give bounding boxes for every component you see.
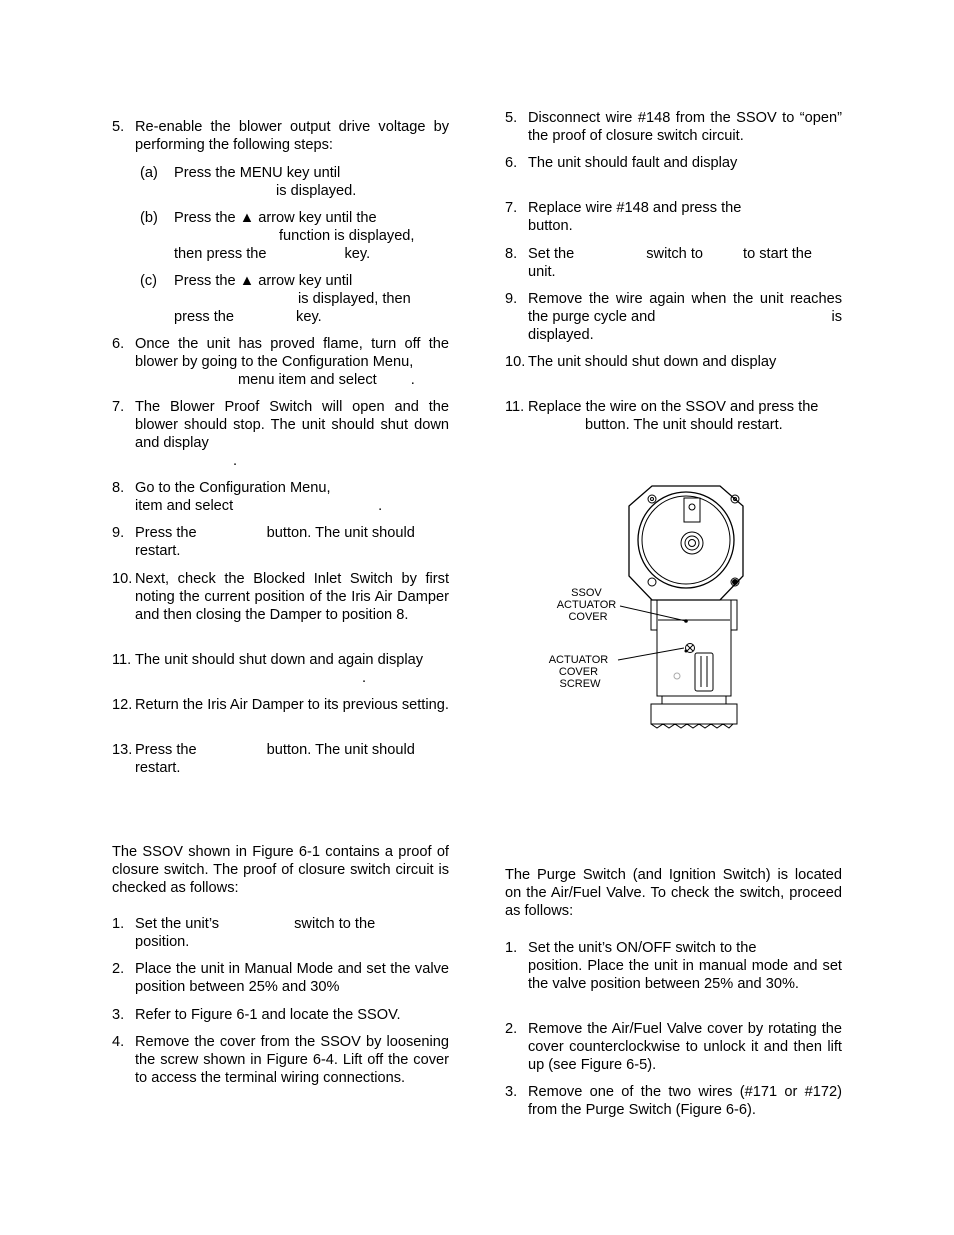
step-13 — [112, 741, 449, 777]
step-text-cont: position. — [135, 934, 190, 951]
step-text: Set the unit’s ON/OFF switch to the — [528, 940, 757, 956]
ssov-step-3 — [112, 1006, 449, 1024]
step-text-part: Press the — [135, 742, 197, 758]
substep-text-cont: function is displayed, — [279, 228, 415, 245]
step-text: Once the unit has proved flame, turn off the blower by going to the Configuration Menu, — [135, 336, 449, 371]
step-text-cont — [238, 371, 449, 389]
step-text: Replace wire #148 and press the — [528, 200, 742, 216]
step-number: 2. — [505, 1021, 518, 1037]
step-text-cont: unit. — [528, 264, 556, 281]
step-number: 12. — [112, 697, 133, 713]
step-text-cont: displayed. — [528, 327, 594, 344]
step-number: 1. — [112, 916, 125, 932]
purge-step-1 — [505, 939, 842, 993]
step-text-part: Set the — [528, 246, 575, 262]
step-text — [135, 741, 449, 759]
substep-number: (b) — [140, 210, 158, 226]
ssov-actuator-figure — [540, 484, 770, 734]
step-r11 — [505, 398, 842, 434]
step-text-part: is — [831, 309, 842, 326]
step-text — [135, 524, 449, 542]
step-r8 — [505, 245, 842, 281]
substep-number: (c) — [140, 273, 158, 289]
step-text-part: . — [378, 498, 383, 515]
step-number: 5. — [112, 119, 125, 135]
substep-text-cont: is displayed, then — [298, 291, 411, 308]
step-text-part: switch to the — [294, 916, 376, 932]
figure-label-line: COVER — [558, 666, 599, 678]
step-number: 3. — [112, 1007, 125, 1023]
purge-step-2 — [505, 1020, 842, 1074]
step-text-cont: restart. — [135, 760, 181, 777]
step-text-part: to start the — [743, 246, 812, 262]
substep-text-part: key. — [296, 309, 322, 326]
step-text-cont: . — [362, 670, 367, 687]
step-r5 — [505, 109, 842, 145]
step-7 — [112, 398, 449, 470]
step-text: The Blower Proof Switch will open and the blower should stop. The unit should shut down and display — [135, 399, 449, 452]
ssov-step-4 — [112, 1033, 449, 1087]
figure-label-line: SCREW — [559, 678, 601, 690]
figure-label-line: ACTUATOR — [556, 599, 617, 611]
substep-text: Press the ▲ arrow key until — [174, 273, 353, 289]
step-text: Go to the Configuration Menu, — [135, 480, 331, 496]
ssov-step-2 — [112, 960, 449, 996]
step-text-cont: . — [233, 453, 238, 470]
step-text: Return the Iris Air Damper to its previous setting. — [135, 697, 449, 713]
step-number: 8. — [112, 480, 125, 496]
step-text-cont: position. Place the unit in manual mode and set the valve position between 25% and 30%. — [528, 958, 842, 993]
step-number: 1. — [505, 940, 518, 956]
step-number: 2. — [112, 961, 125, 977]
substep-text-cont: is displayed. — [276, 183, 357, 200]
substep-text-part: key. — [344, 246, 371, 263]
step-text: Remove the cover from the SSOV by loosening the screw shown in Figure 6-4. Lift off the cover to access the terminal wiring connections. — [135, 1034, 449, 1087]
substep-c — [140, 272, 449, 326]
step-number: 3. — [505, 1084, 518, 1100]
step-number: 7. — [505, 200, 518, 216]
substep-text-cont — [174, 308, 449, 326]
step-6 — [112, 335, 449, 389]
step-text-part: Set the unit’s — [135, 916, 220, 932]
step-text-cont: button. The unit should restart. — [585, 417, 783, 434]
step-text: Next, check the Blocked Inlet Switch by first noting the current position of the Iris Air Damper and then closing the Damper to position 8. — [135, 571, 449, 624]
substep-number: (a) — [140, 165, 158, 181]
step-r10 — [505, 353, 842, 371]
step-number: 8. — [505, 246, 518, 262]
step-text — [528, 290, 842, 326]
step-number: 9. — [505, 291, 518, 307]
step-9 — [112, 524, 449, 560]
step-text-part: Press the — [135, 525, 197, 541]
step-text: Disconnect wire #148 from the SSOV to “open” the proof of closure switch circuit. — [528, 110, 842, 145]
substep-text: Press the MENU key until — [174, 165, 341, 181]
step-text-cont: restart. — [135, 543, 181, 560]
step-text-part: switch to — [646, 246, 704, 262]
figure-label-line: SSOV — [571, 587, 602, 599]
step-text: The unit should shut down and display — [528, 354, 777, 370]
step-8 — [112, 479, 449, 515]
step-number: 10. — [112, 571, 133, 587]
step-number: 6. — [505, 155, 518, 171]
step-r7 — [505, 199, 842, 235]
substep-text-part: then press the — [174, 246, 267, 263]
step-number: 11. — [112, 652, 132, 668]
figure-label-line: ACTUATOR — [548, 654, 609, 666]
step-text: Re-enable the blower output drive voltage by performing the following steps: — [135, 119, 449, 154]
step-text-part: button. The unit should — [266, 525, 415, 541]
step-r9 — [505, 290, 842, 344]
step-text-part: . — [410, 372, 415, 389]
step-text-part: button. The unit should — [266, 742, 415, 758]
step-11 — [112, 651, 449, 687]
step-text — [135, 915, 449, 933]
step-text: The unit should fault and display — [528, 155, 738, 171]
step-text: Remove one of the two wires (#171 or #172) from the Purge Switch (Figure 6-6). — [528, 1084, 842, 1119]
step-text-cont: button. — [528, 218, 573, 235]
purge-step-3 — [505, 1083, 842, 1119]
step-number: 10. — [505, 354, 526, 370]
step-number: 11. — [505, 399, 525, 415]
step-text — [528, 245, 842, 263]
step-5 — [112, 118, 449, 154]
figure-label-line: COVER — [568, 611, 608, 623]
step-text: Refer to Figure 6-1 and locate the SSOV. — [135, 1007, 401, 1023]
substep-a — [140, 164, 449, 200]
purge-intro-paragraph: The Purge Switch (and Ignition Switch) is located on the Air/Fuel Valve. To check the switch, proceed as follows: — [505, 867, 842, 920]
step-r6 — [505, 154, 842, 172]
step-text: Replace the wire on the SSOV and press the — [528, 399, 819, 415]
step-number: 5. — [505, 110, 518, 126]
step-text-part: item and select — [135, 498, 234, 515]
figure-label-ssov-actuator-cover — [557, 587, 620, 623]
ssov-intro-paragraph: The SSOV shown in Figure 6-1 contains a proof of closure switch. The proof of closure switch circuit is checked as follows: — [112, 844, 449, 897]
step-number: 9. — [112, 525, 125, 541]
step-12 — [112, 696, 449, 714]
step-number: 4. — [112, 1034, 125, 1050]
step-text: Remove the Air/Fuel Valve cover by rotating the cover counterclockwise to unlock it and then lift up (see Figure 6-5). — [528, 1021, 842, 1074]
figure-label-actuator-cover-screw — [549, 654, 612, 690]
step-number: 7. — [112, 399, 125, 415]
step-text: The unit should shut down and again display — [135, 652, 424, 668]
ssov-step-1 — [112, 915, 449, 951]
step-number: 6. — [112, 336, 125, 352]
substep-b — [140, 209, 449, 263]
substep-text-cont — [174, 245, 449, 263]
substep-text-part: press the — [174, 309, 235, 326]
step-10 — [112, 570, 449, 624]
step-text-part: Remove the wire again when the unit reaches the purge cycle and — [528, 291, 842, 326]
step-text-part: menu item and select — [238, 372, 377, 389]
substep-text: Press the ▲ arrow key until the — [174, 210, 377, 226]
step-text: Place the unit in Manual Mode and set the valve position between 25% and 30% — [135, 961, 449, 996]
step-text-cont — [135, 497, 449, 515]
step-number: 13. — [112, 742, 133, 758]
